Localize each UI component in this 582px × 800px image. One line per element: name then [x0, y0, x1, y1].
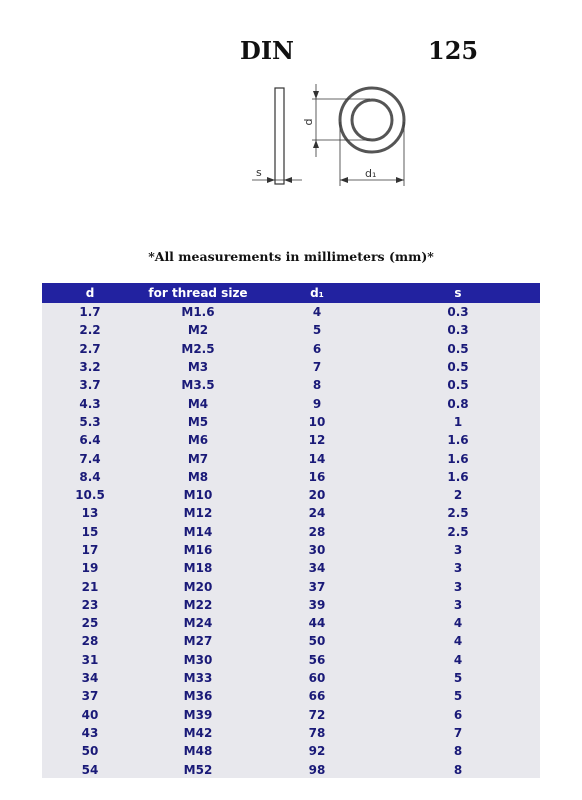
cell-s: 2.5 [447, 506, 469, 521]
cell-d: 34 [81, 671, 99, 686]
cell-d1: 8 [312, 378, 322, 393]
table-row [42, 358, 540, 376]
label-d1: d₁ [365, 167, 377, 180]
cell-thread-size: M48 [183, 744, 213, 759]
cell-thread-size: M14 [183, 524, 213, 539]
table-row [42, 632, 540, 650]
cell-d1: 34 [308, 561, 326, 576]
cell-thread-size: M22 [183, 597, 213, 612]
cell-d: 15 [81, 524, 99, 539]
cell-thread-size: M24 [183, 616, 213, 631]
cell-s: 2 [453, 488, 463, 503]
table-row [42, 559, 540, 577]
washer-outer-circle [340, 88, 404, 152]
table-row [42, 687, 540, 705]
cell-thread-size: M16 [183, 543, 213, 557]
cell-d1: 60 [308, 671, 326, 686]
table-row [42, 394, 540, 412]
cell-thread-size: M20 [183, 579, 213, 594]
cell-thread-size: M3.5 [181, 378, 215, 393]
cell-d: 37 [81, 689, 99, 704]
dimensions-table [42, 283, 540, 779]
washer-side-view [275, 88, 284, 184]
cell-thread-size: M27 [183, 634, 213, 649]
cell-d: 13 [81, 506, 99, 521]
cell-s: 0.5 [447, 378, 469, 393]
cell-thread-size: M6 [187, 433, 209, 448]
cell-d1: 78 [308, 725, 326, 740]
cell-d1: 6 [312, 341, 322, 356]
cell-d1: 72 [308, 707, 326, 722]
cell-thread-size: M39 [183, 707, 213, 722]
cell-s: 3 [453, 579, 463, 594]
cell-thread-size: M2.5 [181, 341, 215, 356]
cell-d: 2.7 [79, 341, 101, 356]
header-s: s [454, 286, 462, 300]
cell-d: 19 [81, 561, 99, 576]
table-header-row [42, 283, 540, 303]
cell-d1: 16 [308, 469, 326, 484]
cell-thread-size: M2 [187, 323, 209, 338]
units-note: *All measurements in millimeters (mm)* [148, 249, 434, 264]
cell-d: 3.7 [79, 378, 101, 393]
cell-s: 5 [453, 671, 463, 686]
cell-s: 0.5 [447, 360, 469, 375]
cell-d1: 10 [308, 414, 326, 429]
standard-number: 125 [428, 36, 479, 65]
header-d1: d₁ [310, 286, 324, 300]
cell-d1: 7 [312, 360, 322, 375]
dimensions-table-container [42, 283, 540, 778]
cell-d1: 14 [308, 451, 326, 466]
cell-s: 1 [453, 414, 463, 429]
cell-d: 43 [81, 725, 99, 740]
cell-d: 21 [81, 579, 99, 594]
table-row [42, 431, 540, 449]
cell-d1: 12 [308, 433, 326, 448]
cell-d1: 20 [308, 488, 326, 503]
table-row [42, 706, 540, 724]
cell-s: 8 [453, 762, 463, 777]
cell-s: 0.5 [447, 341, 469, 356]
cell-d: 28 [81, 634, 99, 649]
cell-thread-size: M7 [187, 451, 209, 466]
washer-diagram [250, 82, 420, 194]
cell-d: 17 [81, 543, 99, 557]
cell-d: 10.5 [75, 488, 105, 503]
cell-d1: 92 [308, 744, 326, 759]
cell-s: 8 [453, 744, 463, 759]
cell-d1: 39 [308, 597, 326, 612]
washer-inner-circle [352, 100, 392, 140]
cell-s: 0.3 [447, 305, 469, 320]
cell-s: 6 [453, 707, 463, 722]
cell-d: 8.4 [79, 469, 101, 484]
cell-d1: 50 [308, 634, 326, 649]
cell-thread-size: M52 [183, 762, 213, 777]
cell-d1: 56 [308, 652, 326, 667]
cell-s: 0.3 [447, 323, 469, 338]
cell-s: 5 [453, 689, 463, 704]
cell-d1: 9 [312, 396, 322, 411]
table-row [42, 504, 540, 522]
cell-s: 7 [453, 725, 463, 740]
cell-d: 23 [81, 597, 99, 612]
table-row [42, 596, 540, 614]
table-body [42, 303, 540, 779]
cell-d: 4.3 [79, 396, 101, 411]
cell-thread-size: M30 [183, 652, 213, 667]
cell-s: 2.5 [447, 524, 469, 539]
cell-d1: 30 [308, 543, 326, 557]
cell-d: 1.7 [79, 305, 101, 320]
table-row [42, 614, 540, 632]
table-row [42, 321, 540, 339]
table-row [42, 340, 540, 358]
cell-s: 1.6 [447, 433, 469, 448]
label-d: d [302, 118, 315, 126]
header-d: d [85, 286, 95, 300]
cell-d: 6.4 [79, 433, 101, 448]
cell-d: 2.2 [79, 323, 101, 338]
cell-d: 31 [81, 652, 99, 667]
cell-s: 3 [453, 561, 463, 576]
table-row [42, 486, 540, 504]
table-row [42, 449, 540, 467]
cell-d1: 44 [308, 616, 326, 631]
cell-thread-size: M1.6 [181, 305, 215, 320]
cell-d1: 28 [308, 524, 326, 539]
cell-s: 0.8 [447, 396, 469, 411]
cell-thread-size: M36 [183, 689, 213, 704]
cell-d1: 98 [308, 762, 326, 777]
cell-s: 3 [453, 597, 463, 612]
cell-d1: 66 [308, 689, 326, 704]
table-row [42, 760, 540, 778]
cell-d: 25 [81, 616, 99, 631]
cell-s: 1.6 [447, 451, 469, 466]
header-thread-size: for thread size [148, 286, 248, 300]
table-row [42, 303, 540, 321]
cell-s: 4 [453, 652, 463, 667]
table-row [42, 651, 540, 669]
table-row [42, 669, 540, 687]
cell-thread-size: M5 [187, 414, 209, 429]
standard-label: DIN [240, 36, 294, 65]
cell-d: 54 [81, 762, 99, 777]
cell-d1: 37 [308, 579, 326, 594]
cell-thread-size: M4 [187, 396, 209, 411]
cell-thread-size: M10 [183, 488, 213, 503]
table-row [42, 541, 540, 559]
cell-d: 5.3 [79, 414, 101, 429]
cell-d1: 4 [312, 305, 322, 320]
cell-d1: 24 [308, 506, 326, 521]
cell-s: 1.6 [447, 469, 469, 484]
cell-d1: 5 [312, 323, 322, 338]
table-row [42, 742, 540, 760]
cell-thread-size: M42 [183, 725, 213, 740]
table-row [42, 413, 540, 431]
cell-d: 7.4 [79, 451, 101, 466]
cell-d: 40 [81, 707, 99, 722]
cell-d: 3.2 [79, 360, 101, 375]
table-row [42, 376, 540, 394]
cell-thread-size: M8 [187, 469, 209, 484]
cell-s: 3 [453, 543, 463, 557]
cell-d: 50 [81, 744, 99, 759]
cell-s: 4 [453, 616, 463, 631]
cell-thread-size: M3 [187, 360, 209, 375]
cell-thread-size: M18 [183, 561, 213, 576]
cell-s: 4 [453, 634, 463, 649]
cell-thread-size: M12 [183, 506, 213, 521]
table-row [42, 468, 540, 486]
table-row [42, 724, 540, 742]
label-s: s [256, 166, 262, 179]
table-row [42, 523, 540, 541]
cell-thread-size: M33 [183, 671, 213, 686]
table-row [42, 577, 540, 595]
